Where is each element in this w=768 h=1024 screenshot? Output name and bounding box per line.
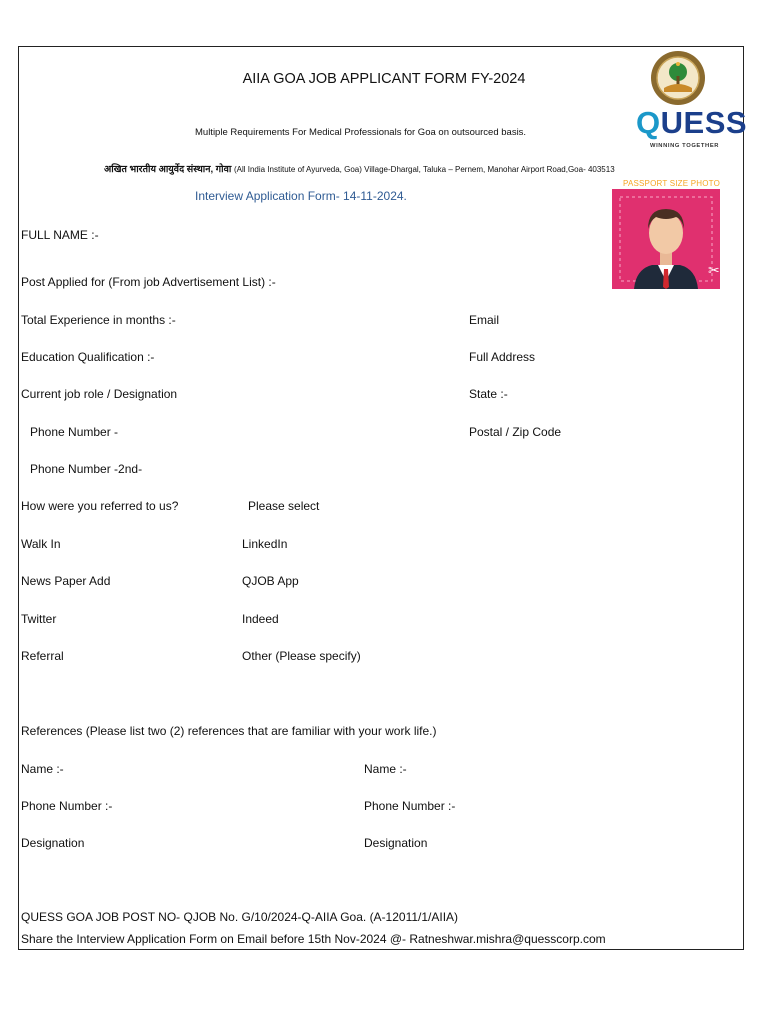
full-name-label: FULL NAME :-: [21, 228, 99, 242]
references-heading: References (Please list two (2) references that are familiar with your work life.): [21, 724, 437, 738]
referral-question: How were you referred to us?: [21, 499, 179, 513]
quess-tagline: WINNING TOGETHER: [650, 143, 720, 149]
option-newspaper[interactable]: News Paper Add: [21, 574, 111, 588]
footer-share-email: Share the Interview Application Form on Email before 15th Nov-2024 @- Ratneshwar.mishra@quesscorp.com: [21, 932, 606, 946]
ref1-designation-label: Designation: [21, 836, 85, 850]
quess-logo: [636, 106, 747, 140]
ref1-name-label: Name :-: [21, 762, 64, 776]
interview-form-date: Interview Application Form- 14-11-2024.: [195, 189, 407, 203]
phone-2nd-label: Phone Number -2nd-: [30, 462, 143, 476]
ref2-designation-label: Designation: [364, 836, 428, 850]
email-label: Email: [469, 313, 500, 327]
please-select-label[interactable]: Please select: [248, 499, 320, 513]
ref2-phone-label: Phone Number :-: [364, 799, 456, 813]
state-label: State :-: [469, 387, 508, 401]
address-english: (All India Institute of Ayurveda, Goa) Village-Dhargal, Taluka – Pernem, Manohar Airport Road,Goa- 403513: [233, 165, 615, 174]
option-linkedin[interactable]: LinkedIn: [242, 537, 288, 551]
education-label: Education Qualification :-: [21, 350, 155, 364]
form-title: AIIA GOA JOB APPLICANT FORM FY-2024: [242, 71, 526, 87]
option-twitter[interactable]: Twitter: [21, 612, 57, 626]
passport-photo-label: PASSPORT SIZE PHOTO: [623, 179, 721, 188]
option-indeed[interactable]: Indeed: [242, 612, 279, 626]
option-referral[interactable]: Referral: [21, 649, 64, 663]
option-qjob-app[interactable]: QJOB App: [242, 574, 299, 588]
quess-q: Q: [636, 105, 661, 140]
designation-label: Current job role / Designation: [21, 387, 178, 401]
post-applied-label: Post Applied for (From job Advertisement List) :-: [21, 275, 276, 289]
postal-code-label: Postal / Zip Code: [469, 425, 562, 439]
ref1-phone-label: Phone Number :-: [21, 799, 113, 813]
institute-address: [104, 163, 615, 177]
option-walk-in[interactable]: Walk In: [21, 537, 61, 551]
passport-photo-placeholder[interactable]: [612, 189, 720, 289]
phone-label: Phone Number -: [30, 425, 119, 439]
option-other[interactable]: Other (Please specify): [242, 649, 361, 663]
address-hindi: अखित भारतीय आयुर्वेद संस्थान, गोवा: [104, 164, 232, 175]
footer-post-no: QUESS GOA JOB POST NO- QJOB No. G/10/2024-Q-AIIA Goa. (A-12011/1/AIIA): [21, 910, 459, 924]
form-subtitle: Multiple Requirements For Medical Professionals for Goa on outsourced basis.: [195, 127, 527, 138]
ref2-name-label: Name :-: [364, 762, 407, 776]
svg-text:✂: ✂: [708, 263, 720, 279]
full-address-label: Full Address: [469, 350, 536, 364]
quess-rest: UESS: [660, 105, 748, 140]
experience-label: Total Experience in months :-: [21, 313, 176, 327]
